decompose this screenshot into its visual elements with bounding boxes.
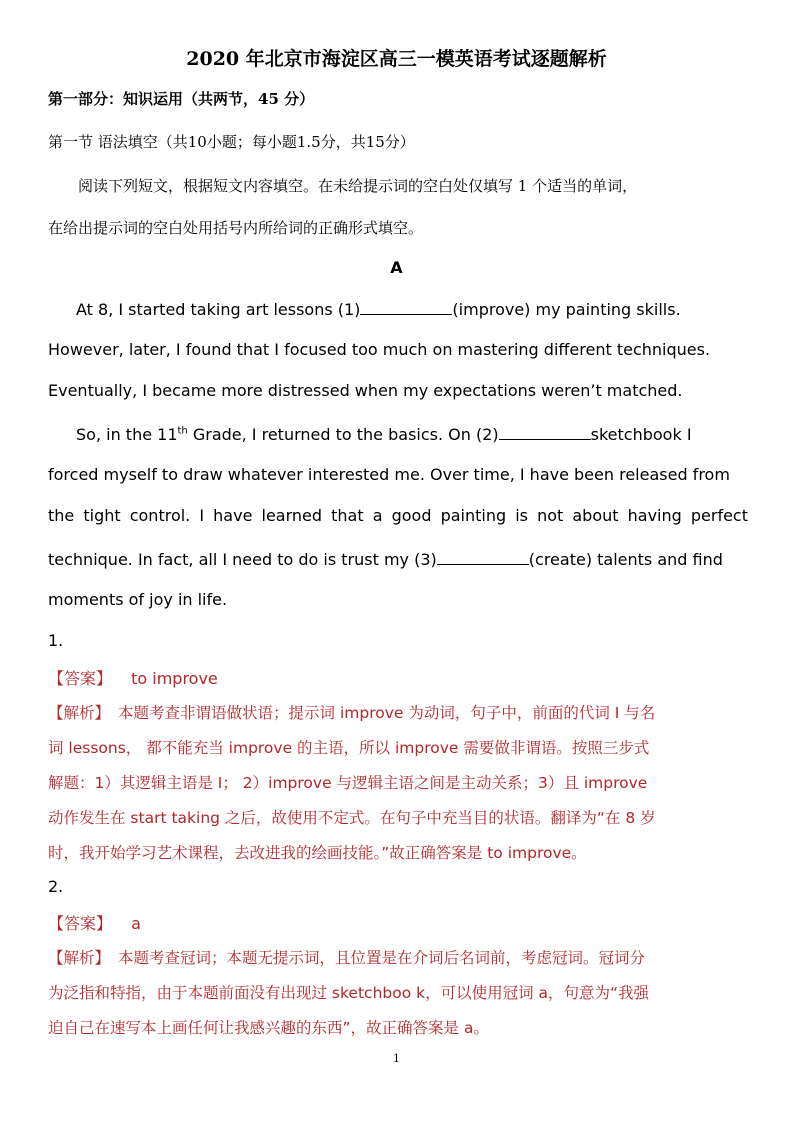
item-number: 1. [48,631,64,650]
item-number: 2. [48,877,64,896]
analysis-line: 解题：1）其逻辑主语是 I； 2）improve 与逻辑主语之间是主动关系；3）且 improve [48,774,648,792]
passage-text: At 8, I started taking art lessons (1) [76,300,361,319]
analysis-text: 本题考查非谓语做状语；提示词 improve 为动词，句子中，前面的代词 I 与名 [118,704,656,722]
passage-text: (improve) my painting skills. [452,300,681,319]
page-title: 2020 年北京市海淀区高三一模英语考试逐题解析 [186,48,607,70]
blank-1[interactable] [360,298,452,315]
passage-text: technique. In fact, all I need to do is trust my (3) [48,550,437,569]
passage-text: sketchbook I [590,425,692,444]
analysis-tag: 【解析】 [48,704,111,722]
passage-line-2: However, later, I found that I focused too much on mastering different techniques. [48,340,711,359]
analysis-line: 时，我开始学习艺术课程，去改进我的绘画技能。”故正确答案是 to improve。 [48,844,587,862]
answer-row [48,911,141,934]
analysis-tag: 【解析】 [48,949,111,967]
superscript: th [177,425,188,437]
passage-line-4 [76,423,748,444]
blank-2[interactable] [499,423,591,440]
passage-line-3: Eventually, I became more distressed when my expectations weren’t matched. [48,381,683,400]
analysis-line [48,701,748,723]
passage-text: (create) talents and find [528,550,723,569]
analysis-line: 词 lessons， 都不能充当 improve 的主语，所以 improve 需要做非谓语。按照三步式 [48,739,650,757]
passage-text: So, in the 11 [76,425,178,444]
instructions-line-1: 阅读下列短文，根据短文内容填空。在未给提示词的空白处仅填写 1 个适当的单词， [78,177,638,195]
answer-value: a [131,914,141,933]
blank-3[interactable] [437,548,529,565]
answer-tag: 【答案】 [48,669,113,688]
passage-line-7 [48,548,748,569]
passage-line-8: moments of joy in life. [48,590,228,609]
passage-line-1 [76,298,748,319]
passage-line-5: forced myself to draw whatever interested me. Over time, I have been released from [48,465,730,484]
analysis-line: 迫自己在速写本上画任何让我感兴趣的东西”，故正确答案是 a。 [48,1019,489,1037]
analysis-line [48,946,748,968]
part-heading: 第一部分：知识运用（共两节，45 分） [48,90,315,108]
passage-text: Grade, I returned to the basics. On (2) [187,425,499,444]
instructions-line-2: 在给出提示词的空白处用括号内所给词的正确形式填空。 [48,219,424,237]
section-heading: 第一节 语法填空（共10小题；每小题1.5分，共15分） [48,133,415,151]
passage-line-6: the tight control. I have learned that a good painting is not about having perfect [48,506,748,525]
analysis-line: 为泛指和特指，由于本题前面没有出现过 sketchboo k，可以使用冠词 a，句意为“我强 [48,984,650,1002]
answer-row [48,666,218,689]
answer-value: to improve [131,669,218,688]
analysis-line: 动作发生在 start taking 之后，故使用不定式。在句子中充当目的状语。翻译为“在 8 岁 [48,809,656,827]
page-number: 1 [393,1052,400,1065]
analysis-text: 本题考查冠词；本题无提示词，且位置是在介词后名词前，考虑冠词。冠词分 [118,949,646,967]
answer-tag: 【答案】 [48,914,113,933]
passage-letter: A [390,258,403,277]
